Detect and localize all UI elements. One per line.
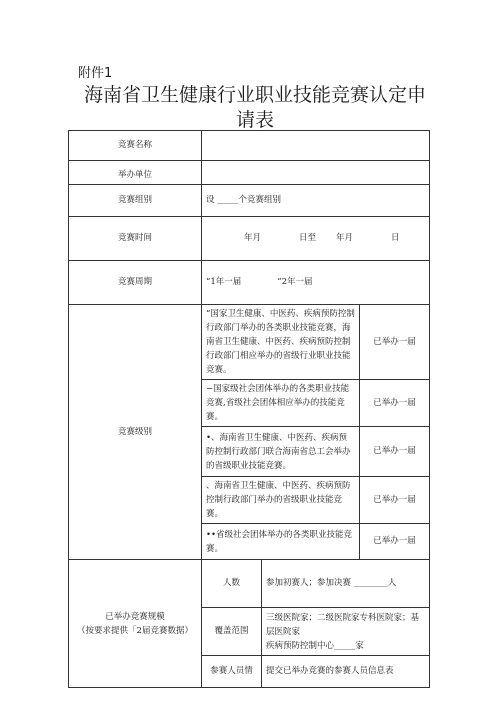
participants-field[interactable]: 提交已举办竞赛的参赛人员信息表 bbox=[262, 656, 430, 688]
title-line-1: 海南省卫生健康行业职业技能竞赛认定申 bbox=[83, 84, 426, 106]
level-option-national-provincial-admin[interactable]: “国家卫生健康、中医药、疾病预防控制行政部门举办的各类职业技能竞赛，海南省卫生健康、中医药、疾病预防控制行政部门相应举办的省级行业职业技能竞赛。 bbox=[202, 305, 360, 380]
people-count-field[interactable]: 参加初赛人；参加决赛 ________人 bbox=[262, 560, 430, 608]
coverage-hospitals: 三级医院家；二级医院家专科医院家；基层医院家 bbox=[266, 612, 420, 637]
time-year-month-end: 年月 bbox=[336, 233, 354, 243]
competition-level-label: 竞赛级别 bbox=[69, 305, 202, 560]
held-scale-note: （按要求提供「2届竞赛数据） bbox=[77, 625, 193, 636]
page-title bbox=[60, 83, 450, 133]
level-held-count[interactable]: 已举办一届 bbox=[360, 305, 430, 380]
level-held-count[interactable]: 已举办一届 bbox=[360, 477, 430, 524]
level-option-social-organizations[interactable]: −国家级社会团体举办的各类职业技能竞赛,省级社会团体相应举办的技能竞赛。 bbox=[202, 380, 360, 427]
organizer-field[interactable] bbox=[202, 161, 430, 185]
cycle-option-1-year[interactable]: “1年一届 bbox=[206, 277, 242, 287]
attachment-label: 附件1 bbox=[78, 66, 113, 81]
time-day-to: 日至 bbox=[299, 233, 317, 243]
competition-name-field[interactable] bbox=[202, 131, 430, 161]
time-year-month-start: 年月 bbox=[244, 233, 262, 243]
coverage-label: 覆盖范围 bbox=[202, 608, 262, 656]
participants-label: 参赛人员情 bbox=[202, 656, 262, 688]
level-held-count[interactable]: 已举办一届 bbox=[360, 380, 430, 427]
competition-group-field[interactable]: 设 _____个竞赛组别 bbox=[202, 185, 430, 217]
level-option-provincial-social-organizations[interactable]: ••省级社会团体举办的各类职业技能竞赛。 bbox=[202, 524, 360, 560]
application-form-table bbox=[68, 130, 430, 688]
cycle-option-2-year[interactable]: ”2年一届 bbox=[277, 277, 313, 287]
competition-time-field[interactable] bbox=[202, 217, 430, 261]
competition-group-label: 竞赛组别 bbox=[69, 185, 202, 217]
competition-cycle-label: 竞赛周期 bbox=[69, 261, 202, 305]
coverage-cdc: 疾病预防控制中心_____家 bbox=[266, 640, 364, 651]
competition-cycle-field[interactable] bbox=[202, 261, 430, 305]
competition-time-label: 竞赛时间 bbox=[69, 217, 202, 261]
level-held-count[interactable]: 已举办一届 bbox=[360, 427, 430, 477]
level-held-count[interactable]: 已举办一届 bbox=[360, 524, 430, 560]
coverage-field[interactable] bbox=[262, 608, 430, 656]
held-scale-label bbox=[69, 560, 202, 688]
level-option-joint-trade-union[interactable]: •、海南省卫生健康、中医药、疾病预防控制行政部门联合海南省总工会举办的省级职业技能竞赛。 bbox=[202, 427, 360, 477]
held-scale-title: 已举办竞赛规模 bbox=[105, 611, 165, 622]
title-line-2: 请表 bbox=[235, 109, 274, 131]
level-option-provincial-admin[interactable]: 、海南省卫生健康、中医药、疾病预防控制行政部门举办的省级职业技能竞赛。 bbox=[202, 477, 360, 524]
competition-name-label: 竞赛名称 bbox=[69, 131, 202, 161]
time-day-end: 日 bbox=[391, 233, 400, 243]
people-count-label: 人数 bbox=[202, 560, 262, 608]
organizer-label: 举办单位 bbox=[69, 161, 202, 185]
